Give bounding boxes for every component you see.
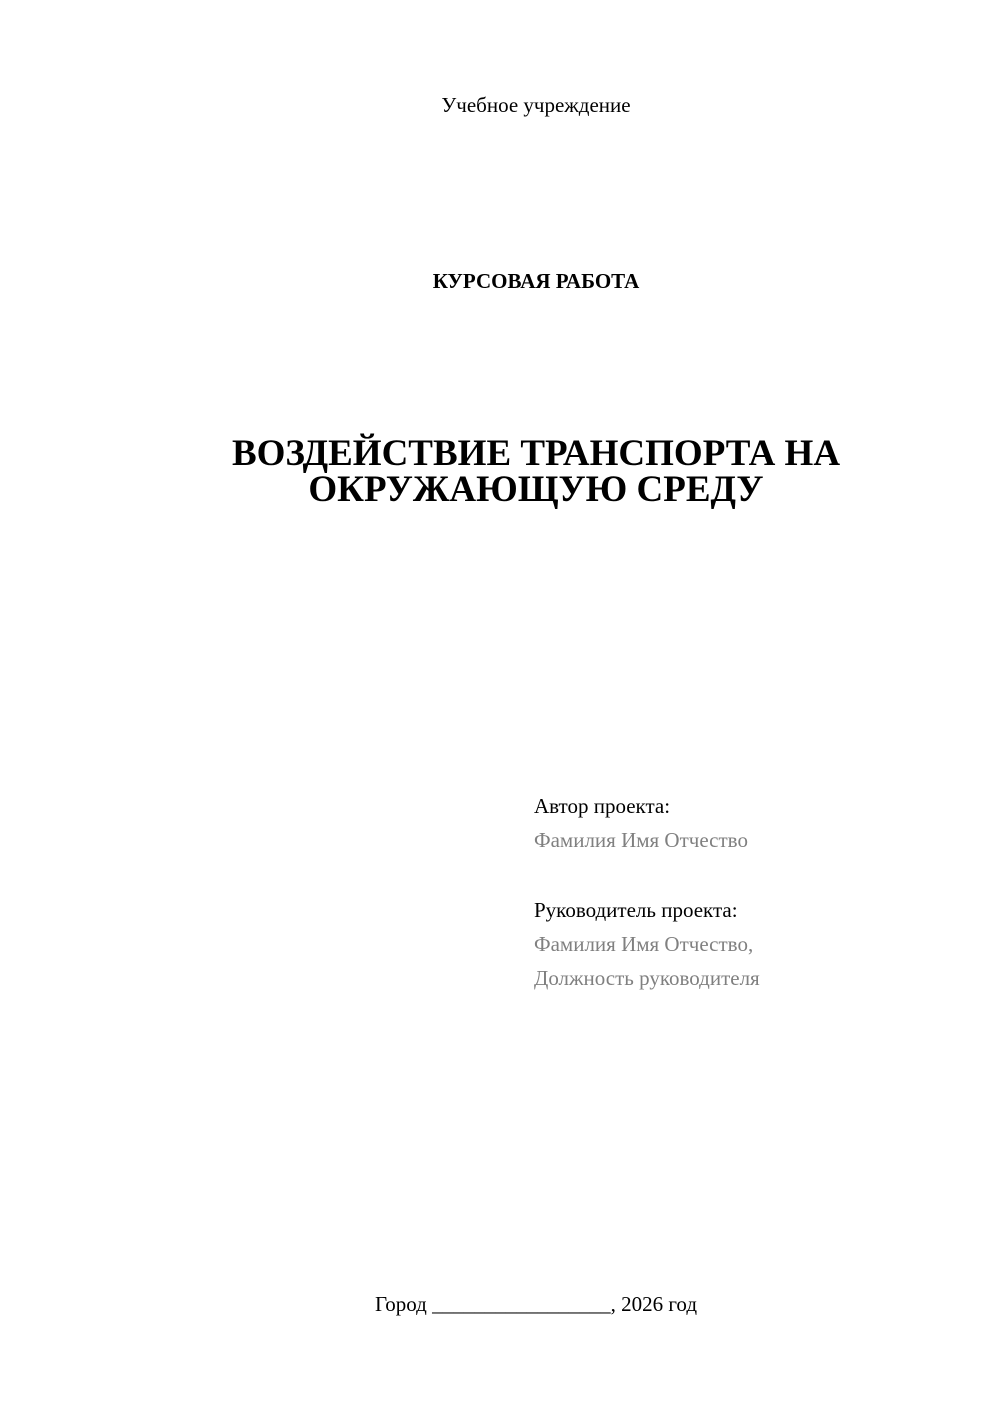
work-type-heading: КУРСОВАЯ РАБОТА <box>432 269 640 293</box>
supervisor-position: Должность руководителя <box>534 966 760 990</box>
author-block <box>534 789 974 857</box>
city-year-line: Город _________________, 2026 год <box>374 1292 698 1316</box>
document-title <box>0 433 1000 510</box>
institution-name: Учебное учреждение <box>441 93 631 117</box>
project-info <box>534 789 974 1031</box>
author-name: Фамилия Имя Отчество <box>534 828 748 852</box>
supervisor-label: Руководитель проекта: <box>534 898 738 922</box>
author-label: Автор проекта: <box>534 794 671 818</box>
document-title-line-1: ВОЗДЕЙСТВИЕ ТРАНСПОРТА НА <box>231 433 841 474</box>
document-title-line-2: ОКРУЖАЮЩУЮ СРЕДУ <box>308 469 764 510</box>
supervisor-name: Фамилия Имя Отчество, <box>534 932 754 956</box>
supervisor-block <box>534 893 974 995</box>
